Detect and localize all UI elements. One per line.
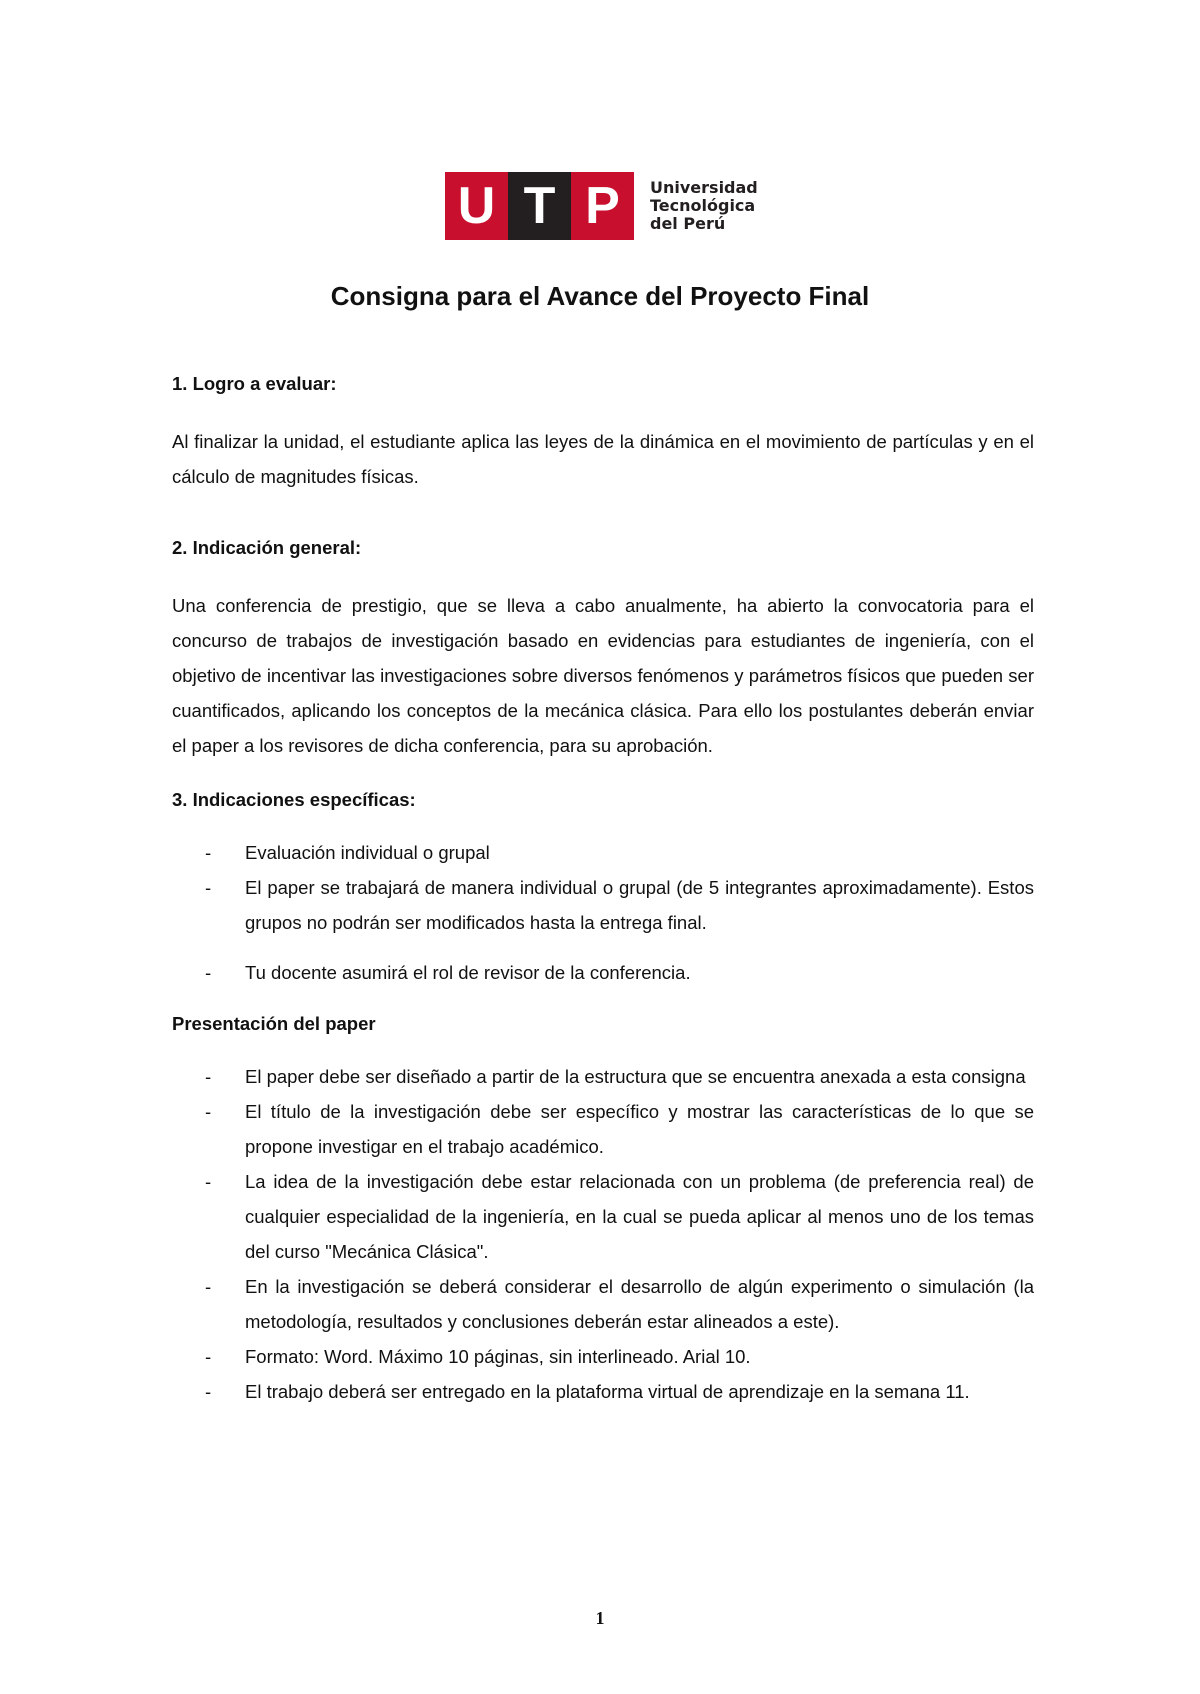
section-3-list-b bbox=[172, 955, 1034, 990]
logo-letter-u: U bbox=[445, 172, 508, 240]
list-item bbox=[172, 870, 1034, 940]
section-3-heading: 3. Indicaciones específicas: bbox=[172, 789, 416, 810]
dash-bullet: - bbox=[205, 1276, 212, 1297]
dash-bullet: - bbox=[205, 877, 212, 898]
presentation-list bbox=[172, 1059, 1034, 1409]
section-1-heading: 1. Logro a evaluar: bbox=[172, 373, 337, 394]
section-3-list-cont bbox=[172, 955, 1034, 990]
logo-line-1: Universidad bbox=[650, 178, 758, 197]
section-3-list-a bbox=[172, 835, 1034, 940]
utp-logo bbox=[445, 172, 758, 240]
logo-line-2: Tecnológica bbox=[650, 196, 756, 215]
section-1 bbox=[172, 366, 1034, 401]
dash-bullet: - bbox=[205, 1346, 212, 1367]
section-2-text: Una conferencia de prestigio, que se lleva a cabo anualmente, ha abierto la convocatoria para el concurso de trabajos de investigación basado en evidencias para estudiantes de ingeniería, con el objetivo de incentivar las investigaciones sobre diversos fenómenos y parámetros físicos que pueden ser cuantificados, aplicando los conceptos de la mecánica clásica. Para ello los postulantes deberán enviar el paper a los revisores de dicha conferencia, para su aprobación. bbox=[172, 595, 1034, 756]
list-item bbox=[172, 1269, 1034, 1339]
section-1-body bbox=[172, 424, 1034, 494]
dash-bullet: - bbox=[205, 842, 212, 863]
dash-bullet: - bbox=[205, 1101, 212, 1122]
dash-bullet: - bbox=[205, 1066, 212, 1087]
logo-wordmark bbox=[650, 179, 758, 233]
logo-letter-t: T bbox=[508, 172, 571, 240]
dash-bullet: - bbox=[205, 962, 212, 983]
list-item-text: El paper debe ser diseñado a partir de la estructura que se encuentra anexada a esta consigna bbox=[245, 1066, 1026, 1087]
list-item bbox=[172, 1164, 1034, 1269]
logo-letter-p: P bbox=[571, 172, 634, 240]
section-2 bbox=[172, 530, 1034, 565]
section-3-list bbox=[172, 835, 1034, 940]
list-item-text: Tu docente asumirá el rol de revisor de la conferencia. bbox=[245, 962, 691, 983]
list-item bbox=[172, 1339, 1034, 1374]
list-item bbox=[172, 835, 1034, 870]
list-item-text: El paper se trabajará de manera individual o grupal (de 5 integrantes aproximadamente). Estos grupos no podrán ser modificados hasta la entrega final. bbox=[245, 877, 1034, 933]
presentation-heading: Presentación del paper bbox=[172, 1013, 376, 1034]
list-item bbox=[172, 1059, 1034, 1094]
dash-bullet: - bbox=[205, 1171, 212, 1192]
list-item-text: El título de la investigación debe ser específico y mostrar las características de lo que se propone investigar en el trabajo académico. bbox=[245, 1101, 1034, 1157]
list-item-text: Formato: Word. Máximo 10 páginas, sin interlineado. Arial 10. bbox=[245, 1346, 751, 1367]
list-item-text: La idea de la investigación debe estar relacionada con un problema (de preferencia real) de cualquier especialidad de la ingeniería, en la cual se pueda aplicar al menos uno de los temas del curso "Mecánica Clásica". bbox=[245, 1171, 1034, 1262]
logo-line-3: del Perú bbox=[650, 214, 726, 233]
presentation-section bbox=[172, 1006, 1034, 1041]
presentation-list-wrap bbox=[172, 1059, 1034, 1409]
page-number: 1 bbox=[595, 1608, 605, 1628]
dash-bullet: - bbox=[205, 1381, 212, 1402]
section-2-heading: 2. Indicación general: bbox=[172, 537, 362, 558]
list-item-text: Evaluación individual o grupal bbox=[245, 842, 490, 863]
list-item-text: El trabajo deberá ser entregado en la plataforma virtual de aprendizaje en la semana 11. bbox=[245, 1381, 970, 1402]
list-item bbox=[172, 955, 1034, 990]
list-item-text: En la investigación se deberá considerar el desarrollo de algún experimento o simulación (la metodología, resultados y conclusiones deberán estar alineados a este). bbox=[245, 1276, 1034, 1332]
list-item bbox=[172, 1094, 1034, 1164]
document-title: Consigna para el Avance del Proyecto Final bbox=[330, 281, 870, 311]
list-item bbox=[172, 1374, 1034, 1409]
section-2-body bbox=[172, 588, 1034, 763]
section-1-text: Al finalizar la unidad, el estudiante aplica las leyes de la dinámica en el movimiento de partículas y en el cálculo de magnitudes físicas. bbox=[172, 431, 1034, 487]
section-3 bbox=[172, 782, 1034, 817]
